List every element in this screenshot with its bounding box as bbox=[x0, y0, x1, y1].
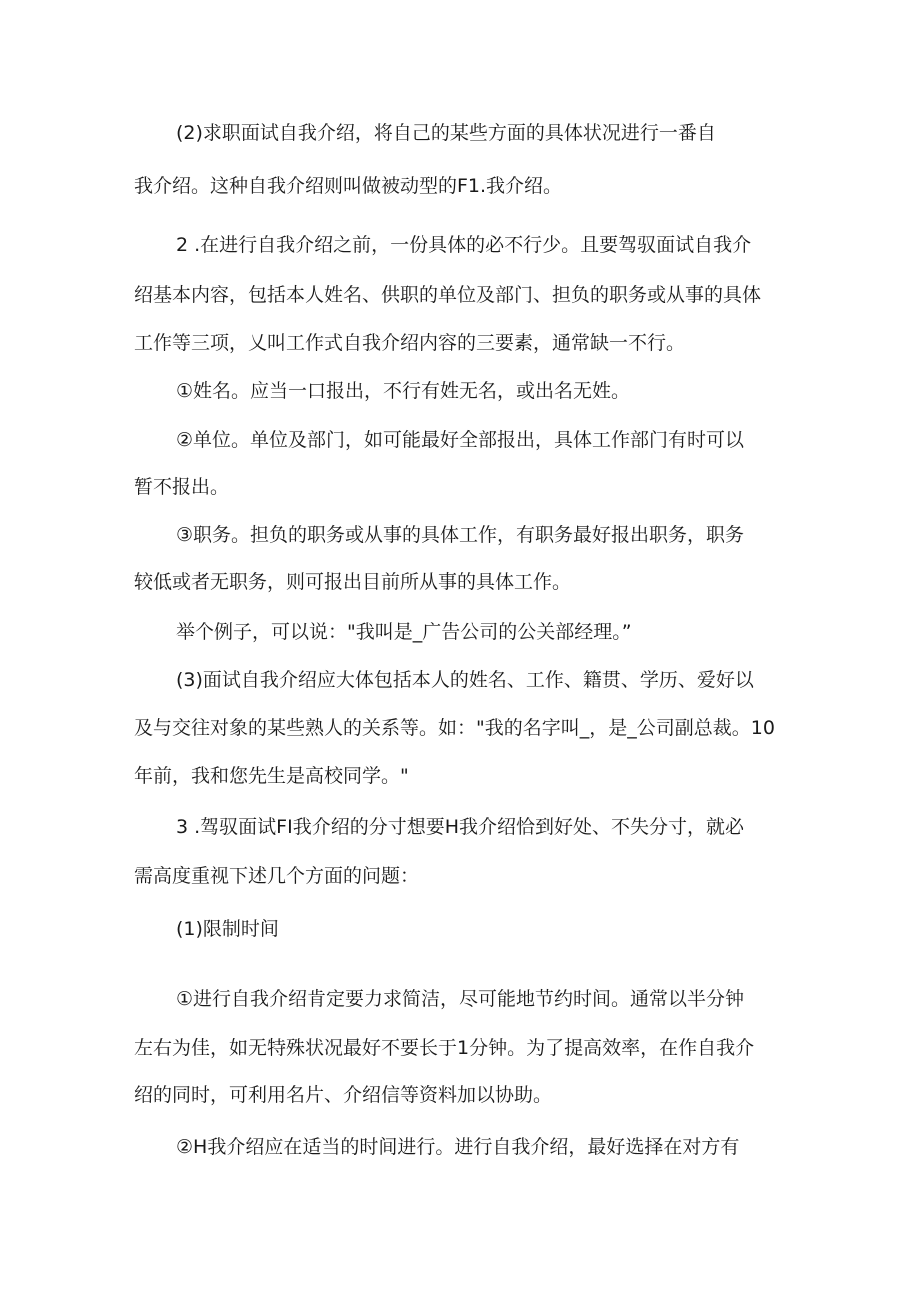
paragraph-line: 较低或者无职务，则可报出目前所从事的具体工作。 bbox=[134, 571, 572, 593]
paragraph-line: ③职务。担负的职务或从事的具体工作，有职务最好报出职务，职务 bbox=[176, 524, 745, 546]
paragraph-line: 需高度重视下述几个方面的问题： bbox=[134, 865, 420, 887]
paragraph-line: 2 .在进行自我介绍之前，一份具体的必不行少。且要驾驭面试自我介 bbox=[176, 234, 752, 256]
paragraph-line: 工作等三项，乂叫工作式自我介绍内容的三要素，通常缺一不行。 bbox=[134, 332, 686, 354]
paragraph-line: 举个例子，可以说："我叫是_广告公司的公关部经理。” bbox=[176, 621, 632, 643]
paragraph-line: ②单位。单位及部门，如可能最好全部报出，具体工作部门有时可以 bbox=[176, 429, 745, 451]
paragraph-line: 我介绍。这种自我介绍则叫做被动型的F1.我介绍。 bbox=[134, 175, 563, 197]
paragraph-line: 及与交往对象的某些熟人的关系等。如："我的名字叫_，是_公司副总裁。10 bbox=[134, 717, 775, 739]
paragraph-line: 年前，我和您先生是高校同学。" bbox=[134, 765, 409, 787]
paragraph-line: 3 .驾驭面试FI我介绍的分寸想要H我介绍恰到好处、不失分寸，就必 bbox=[176, 816, 744, 838]
paragraph-line: ①进行自我介绍肯定要力求简洁，尽可能地节约时间。通常以半分钟 bbox=[176, 988, 745, 1010]
paragraph-line: (2)求职面试自我介绍，将自己的某些方面的具体状况进行一番自 bbox=[176, 122, 716, 144]
paragraph-line: (3)面试自我介绍应大体包括本人的姓名、工作、籍贯、学历、爱好以 bbox=[176, 669, 754, 691]
paragraph-line: 左右为佳，如无特殊状况最好不要长于1分钟。为了提高效率，在作自我介 bbox=[134, 1037, 755, 1059]
paragraph-line: ②H我介绍应在适当的时间进行。进行自我介绍，最好选择在对方有 bbox=[176, 1136, 740, 1158]
paragraph-line: 绍的同时，可利用名片、介绍信等资料加以协助。 bbox=[134, 1084, 553, 1106]
paragraph-line: (1)限制时间 bbox=[176, 918, 279, 940]
paragraph-line: ①姓名。应当一口报出，不行有姓无名，或出名无姓。 bbox=[176, 380, 631, 402]
paragraph-line: 暂不报出。 bbox=[134, 476, 230, 498]
paragraph-line: 绍基本内容，包括本人姓名、供职的单位及部门、担负的职务或从事的具体 bbox=[134, 284, 762, 306]
